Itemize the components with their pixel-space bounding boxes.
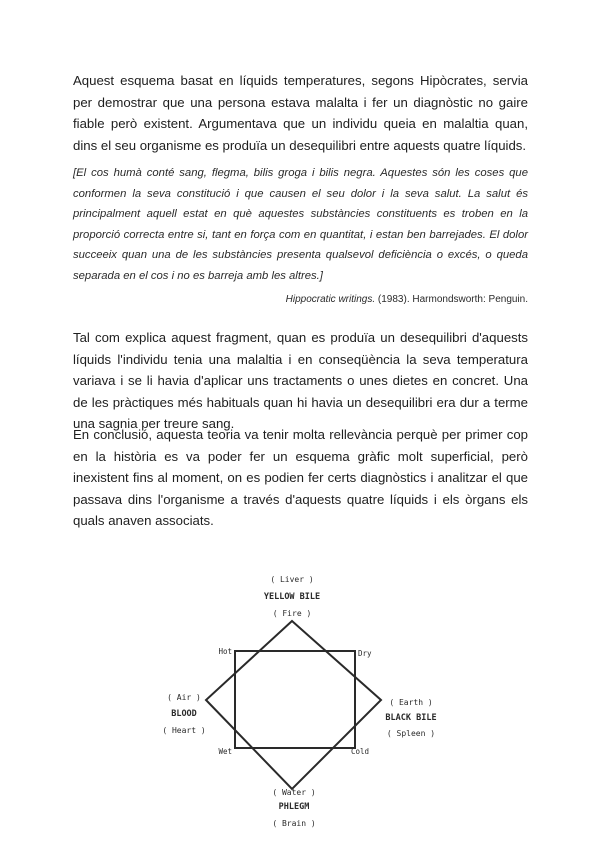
- right-humor: BLACK BILE: [385, 713, 437, 723]
- hippocratic-quote: [El cos humà conté sang, flegma, bilis groga i bilis negra. Aquestes són les coses que conformen la seva constitució i que causen el seu dolor i la seva salut. La salut és principalment aquell estat en què aquestes substàncies constituents es troben en la proporció correcta entre si, tant en força com en quantitat, i estan ben barrejades. El dolor succeeix quan una de les substàncies presenta qualsevol deficiència o excés, o queda separada en el cos i no es barreja amb les altres.]: [73, 167, 528, 282]
- quality-wet: Wet: [218, 747, 232, 756]
- top-humor: YELLOW BILE: [263, 592, 321, 602]
- bottom-humor: PHLEGM: [278, 802, 310, 812]
- paragraph-intro: Aquest esquema basat en líquids temperatures, segons Hipòcrates, servia per demostrar que una persona estava malalta i fer un diagnòstic no gaire fiable però existent. Argumentava que un individu queia en malaltia quan, dins el seu organisme es produïa un desequilibri entre aquests quatre líquids.: [73, 73, 528, 153]
- bottom-element: ( Water ): [272, 788, 316, 797]
- left-humor: BLOOD: [171, 709, 197, 719]
- citation-source: Hippocratic writings.: [285, 294, 376, 305]
- right-organ: ( Spleen ): [386, 729, 436, 738]
- top-element: ( Fire ): [272, 609, 312, 618]
- quality-hot: Hot: [218, 647, 232, 656]
- quote-citation: [286, 294, 528, 305]
- bottom-organ: ( Brain ): [272, 819, 316, 828]
- four-humors-diagram: [150, 570, 450, 832]
- paragraph-conclusion: En conclusió, aquesta teoria va tenir molta rellevància perquè per primer cop en la història es va poder fer un esquema gràfic molt superficial, però inexistent fins al moment, on es podien fer certs diagnòstics i analitzar el que passava dins l'organisme a través d'aquests quatre líquids i els òrgans els quals anaven associats.: [73, 427, 528, 529]
- paragraph-explanation: Tal com explica aquest fragment, quan es produïa un desequilibri d'aquests líquids l'individu tenia una malaltia i en conseqüència la seva temperatura variava i se li havia d'aplicar uns tractaments o unes dietes en concret. Una de les pràctiques més habituals quan hi havia un desequilibri era dur a terme una sagnia per treure sang.: [73, 330, 528, 432]
- left-element: ( Air ): [167, 693, 201, 702]
- top-organ: ( Liver ): [270, 575, 314, 584]
- quality-dry: Dry: [358, 649, 372, 658]
- right-element: ( Earth ): [389, 698, 433, 707]
- qualities-square: [235, 651, 355, 748]
- citation-details: (1983). Harmondsworth: Penguin.: [375, 294, 528, 305]
- quality-cold: Cold: [351, 747, 370, 756]
- left-organ: ( Heart ): [162, 726, 206, 735]
